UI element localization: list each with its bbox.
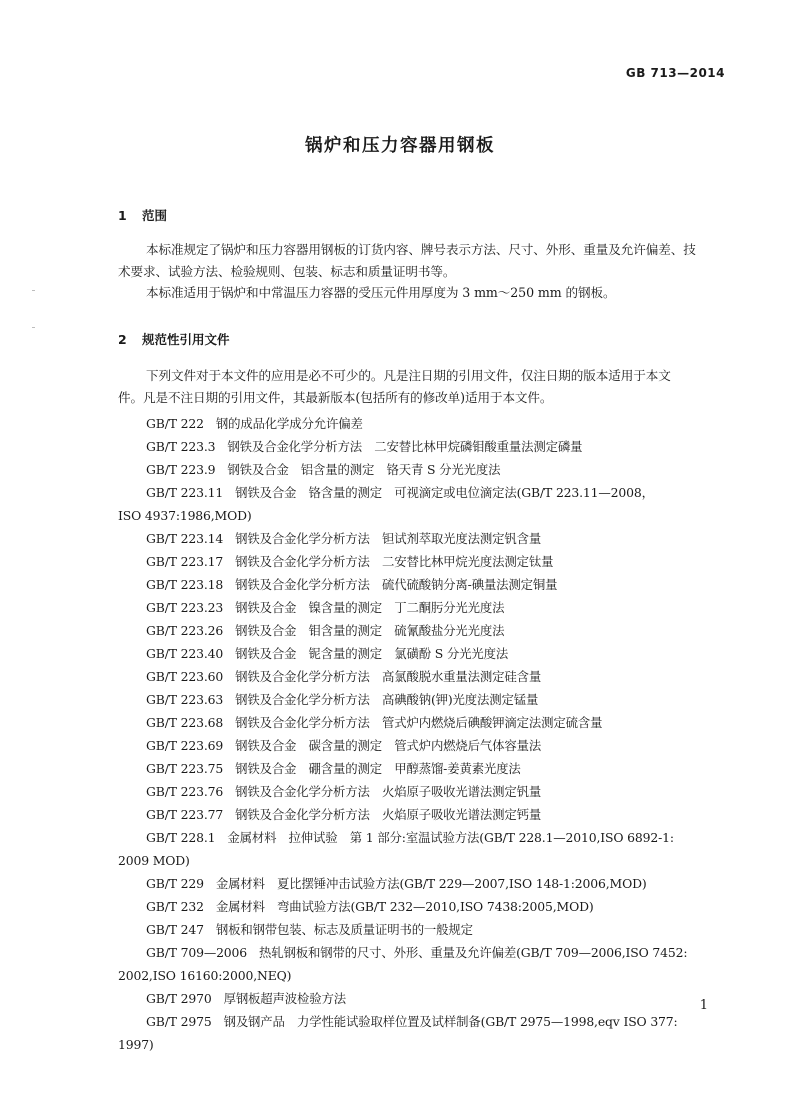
reference-code: GB/T 223.17 (146, 554, 224, 569)
reference-item (118, 803, 748, 826)
reference-item (118, 458, 748, 481)
reference-code: GB/T 223.18 (146, 577, 224, 592)
section-1-line: 术要求、试验方法、检验规则、包装、标志和质量证明书等。 (118, 263, 456, 279)
reference-continuation: ISO 4937:1986,MOD) (118, 508, 252, 523)
section-1-title: 范围 (142, 208, 168, 223)
reference-title: 金属材料 拉伸试验 第 1 部分:室温试验方法(GB/T 228.1—2010,ISO 6892-1: (227, 830, 674, 845)
reference-code: GB/T 223.69 (146, 738, 224, 753)
reference-item (118, 527, 748, 550)
reference-item (118, 872, 748, 895)
section-2-intro-line: 件。凡是不注日期的引用文件，其最新版本(包括所有的修改单)适用于本文件。 (118, 389, 553, 405)
reference-code: GB/T 223.26 (146, 623, 224, 638)
standard-code: GB 713—2014 (625, 66, 725, 80)
reference-code: GB/T 223.63 (146, 692, 224, 707)
reference-title: 钢铁及合金 镍含量的测定 丁二酮肟分光光度法 (235, 600, 505, 615)
reference-code: GB/T 223.76 (146, 784, 224, 799)
reference-continuation: 2009 MOD) (118, 853, 190, 868)
reference-item (118, 987, 748, 1010)
reference-continuation: 2002,ISO 16160:2000,NEQ) (118, 968, 292, 983)
reference-item (118, 665, 748, 688)
reference-title: 金属材料 弯曲试验方法(GB/T 232—2010,ISO 7438:2005,MOD) (215, 899, 594, 914)
reference-title: 钢铁及合金 钼含量的测定 硫氰酸盐分光光度法 (235, 623, 505, 638)
normative-references-list (118, 412, 748, 1056)
reference-item (118, 780, 748, 803)
reference-code: GB/T 223.23 (146, 600, 224, 615)
reference-code: GB/T 223.75 (146, 761, 224, 776)
reference-item (118, 918, 748, 941)
reference-code: GB/T 2975 (146, 1014, 212, 1029)
reference-title: 热轧钢板和钢带的尺寸、外形、重量及允许偏差(GB/T 709—2006,ISO 7452: (259, 945, 688, 960)
reference-code: GB/T 222 (146, 416, 204, 431)
reference-title: 厚钢板超声波检验方法 (223, 991, 346, 1006)
section-2-heading (118, 330, 230, 348)
section-1-line: 本标准适用于锅炉和中常温压力容器的受压元件用厚度为 3 mm～250 mm 的钢板。 (146, 285, 616, 300)
reference-code: GB/T 709—2006 (146, 945, 248, 960)
reference-code: GB/T 223.68 (146, 715, 224, 730)
reference-title: 钢铁及合金 铌含量的测定 氯磺酚 S 分光光度法 (235, 646, 509, 661)
reference-code: GB/T 223.40 (146, 646, 224, 661)
reference-code: GB/T 232 (146, 899, 204, 914)
section-1-heading (118, 206, 167, 224)
section-2-number: 2 (118, 332, 127, 347)
reference-title: 钢铁及合金化学分析方法 硫代硫酸钠分离-碘量法测定铜量 (235, 577, 558, 592)
reference-item (118, 642, 748, 665)
reference-code: GB/T 223.9 (146, 462, 216, 477)
reference-title: 钢铁及合金化学分析方法 二安替比林甲烷磷钼酸重量法测定磷量 (227, 439, 583, 454)
reference-title: 钢铁及合金 硼含量的测定 甲醇蒸馏-姜黄素光度法 (235, 761, 521, 776)
reference-title: 金属材料 夏比摆锤冲击试验方法(GB/T 229—2007,ISO 148-1:2006,MOD) (215, 876, 647, 891)
reference-title: 钢铁及合金化学分析方法 火焰原子吸收光谱法测定钙量 (235, 807, 542, 822)
reference-item (118, 1010, 748, 1033)
reference-code: GB/T 223.60 (146, 669, 224, 684)
reference-item (118, 573, 748, 596)
document-title: 锅炉和压力容器用钢板 (305, 136, 495, 156)
reference-item (118, 941, 748, 964)
reference-item (118, 596, 748, 619)
reference-code: GB/T 2970 (146, 991, 212, 1006)
reference-item (118, 550, 748, 573)
reference-title: 钢及钢产品 力学性能试验取样位置及试样制备(GB/T 2975—1998,eqv ISO 377: (223, 1014, 678, 1029)
reference-title: 钢铁及合金化学分析方法 钽试剂萃取光度法测定钒含量 (235, 531, 542, 546)
section-1-line: 本标准规定了锅炉和压力容器用钢板的订货内容、牌号表示方法、尺寸、外形、重量及允许偏差、技 (146, 242, 696, 257)
reference-title: 钢铁及合金化学分析方法 管式炉内燃烧后碘酸钾滴定法测定硫含量 (235, 715, 603, 730)
reference-code: GB/T 228.1 (146, 830, 216, 845)
reference-code: GB/T 223.14 (146, 531, 224, 546)
reference-title: 钢板和钢带包装、标志及质量证明书的一般规定 (215, 922, 473, 937)
reference-code: GB/T 229 (146, 876, 204, 891)
reference-item (118, 757, 748, 780)
scan-speck (32, 327, 35, 328)
section-1-body (118, 239, 738, 304)
reference-item (118, 826, 748, 849)
reference-code: GB/T 247 (146, 922, 204, 937)
section-2-title: 规范性引用文件 (142, 332, 230, 347)
reference-item (118, 711, 748, 734)
reference-code: GB/T 223.77 (146, 807, 224, 822)
reference-item (118, 435, 748, 458)
reference-title: 钢铁及合金化学分析方法 二安替比林甲烷光度法测定钛量 (235, 554, 554, 569)
reference-item (118, 734, 748, 757)
reference-title: 钢铁及合金化学分析方法 高氯酸脱水重量法测定硅含量 (235, 669, 542, 684)
reference-continuation: 1997) (118, 1037, 154, 1052)
section-2-intro-line: 下列文件对于本文件的应用是必不可少的。凡是注日期的引用文件，仅注日期的版本适用于本文 (146, 368, 671, 383)
page-number: 1 (699, 998, 708, 1013)
reference-code: GB/T 223.3 (146, 439, 216, 454)
section-1-number: 1 (118, 208, 127, 223)
reference-item (118, 895, 748, 918)
reference-title: 钢铁及合金 铝含量的测定 铬天青 S 分光光度法 (227, 462, 501, 477)
scan-speck (32, 290, 35, 291)
reference-title: 钢铁及合金 碳含量的测定 管式炉内燃烧后气体容量法 (235, 738, 542, 753)
section-2-intro (118, 365, 738, 408)
reference-title: 钢铁及合金 铬含量的测定 可视滴定或电位滴定法(GB/T 223.11—2008， (235, 485, 654, 500)
reference-item (118, 619, 748, 642)
reference-title: 钢铁及合金化学分析方法 火焰原子吸收光谱法测定钒量 (235, 784, 542, 799)
reference-item (118, 688, 748, 711)
reference-item (118, 481, 748, 504)
reference-item (118, 412, 748, 435)
reference-title: 钢铁及合金化学分析方法 高碘酸钠(钾)光度法测定锰量 (235, 692, 539, 707)
reference-code: GB/T 223.11 (146, 485, 224, 500)
reference-title: 钢的成品化学成分允许偏差 (215, 416, 363, 431)
